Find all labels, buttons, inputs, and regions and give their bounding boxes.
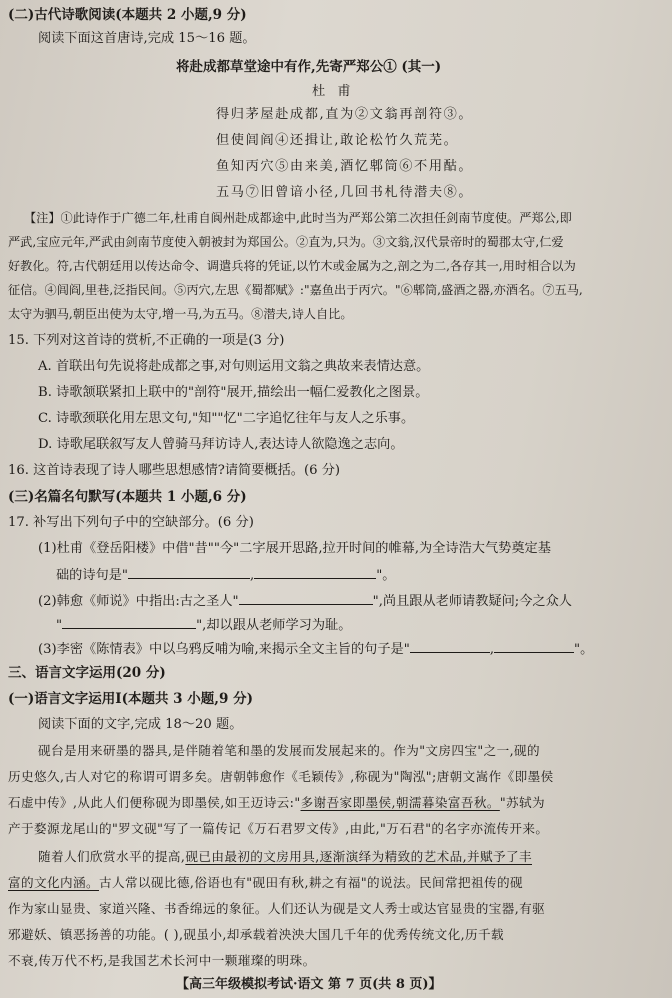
question-17-item-1: (1)杜甫《登岳阳楼》中借"昔""今"二字展开思路,拉开时间的帷幕,为全诗浩大气势奠定基	[38, 541, 551, 556]
poem-note-line: 征信。④闾阎,里巷,泛指民间。⑤丙穴,左思《蜀都赋》:"嘉鱼出于丙穴。"⑥郫筒,盛酒之器,亦酒名。⑦五马,	[8, 283, 583, 297]
section-dictation-header: (三)名篇名句默写(本题共 1 小题,6 分)	[8, 489, 247, 505]
question-17-item-1-blank-line	[56, 564, 395, 585]
passage-text: 石虚中传》,从此人们便称砚为即墨侯,如王迈诗云:"	[8, 795, 301, 810]
blank-suffix: ",尚且跟从老师请教疑问;今之众人	[372, 594, 572, 609]
passage-line: 不衰,传万代不朽,是我国艺术长河中一颗璀璨的明珠。	[8, 953, 316, 968]
blank-prefix: "	[56, 618, 63, 633]
answer-blank[interactable]	[494, 638, 574, 653]
poetry-instruction: 阅读下面这首唐诗,完成 15～16 题。	[38, 31, 256, 46]
poem-note-line: 【注】①此诗作于广德二年,杜甫自阆州赴成都途中,此时当为严郑公第二次担任剑南节度使。严郑公,即	[24, 211, 572, 225]
blank-prefix: (2)韩愈《师说》中指出:古之圣人"	[38, 594, 239, 609]
passage-line	[8, 874, 523, 892]
passage-line: 产于婺源龙尾山的"罗文砚"写了一篇传记《万石君罗文传》,由此,"万石君"的名字亦流传开来。	[8, 821, 549, 836]
blank-separator: ,	[489, 642, 495, 657]
poem-note-line: 太守为驷马,朝臣出使为太守,增一马,为五马。⑧潜夫,诗人自比。	[8, 307, 353, 321]
passage-text: 古人常以砚比德,俗语也有"砚田有秋,耕之有福"的说法。民间常把祖传的砚	[98, 875, 523, 890]
poem-title: 将赴成都草堂途中有作,先寄严郑公① (其一)	[176, 59, 442, 75]
passage-text: "苏轼为	[499, 795, 546, 810]
passage-line	[8, 794, 545, 812]
answer-blank[interactable]	[239, 590, 373, 605]
blank-prefix: (3)李密《陈情表》中以乌鸦反哺为喻,来揭示全文主旨的句子是"	[38, 642, 410, 657]
question-15-option-d: D. 诗歌尾联叙写友人曾骑马拜访诗人,表达诗人欲隐逸之志向。	[38, 437, 404, 452]
passage-line: 历史悠久,古人对它的称谓可谓多矣。唐朝韩愈作《毛颖传》,称砚为"陶泓";唐朝文嵩作《即墨侯	[8, 769, 554, 784]
answer-blank[interactable]	[128, 564, 250, 579]
question-15-option-b: B. 诗歌颔联紧扣上联中的"剖符"展开,描绘出一幅仁爱教化之图景。	[38, 385, 429, 400]
part-three-header: 三、语言文字运用(20 分)	[8, 665, 166, 681]
underlined-quote: 多谢吾家即墨侯,朝濡暮染富吾秋。	[300, 795, 500, 810]
blank-suffix: "。	[376, 568, 396, 583]
poem-line: 但使闾阎④还揖让,敢论松竹久荒芜。	[216, 133, 459, 148]
question-15-option-a: A. 首联出句先说将赴成都之事,对句则运用文翁之典故来表情达意。	[38, 359, 430, 374]
page-footer: 【高三年级模拟考试·语文 第 7 页(共 8 页)】	[176, 977, 442, 992]
question-17-item-2	[38, 590, 572, 611]
blank-suffix: "。	[574, 642, 594, 657]
question-17-item-2-cont	[56, 614, 351, 635]
blank-suffix: ",却以跟从老师学习为耻。	[196, 618, 352, 633]
answer-blank[interactable]	[410, 638, 490, 653]
answer-blank[interactable]	[62, 614, 196, 629]
question-16: 16. 这首诗表现了诗人哪些思想感情?请简要概括。(6 分)	[8, 463, 341, 478]
poem-line: 得归茅屋赴成都,直为②文翁再剖符③。	[216, 107, 474, 122]
question-17-stem: 17. 补写出下列句子中的空缺部分。(6 分)	[8, 515, 254, 530]
language-instruction: 阅读下面的文字,完成 18～20 题。	[38, 717, 243, 732]
section-poetry-header: (二)古代诗歌阅读(本题共 2 小题,9 分)	[8, 7, 247, 23]
poem-note-line: 严武,宝应元年,严武由剑南节度使入朝被封为郑国公。②直为,只为。③文翁,汉代景帝时的蜀郡太守,仁爱	[8, 235, 564, 249]
answer-blank[interactable]	[254, 564, 376, 579]
question-15-option-c: C. 诗歌颈联化用左思文句,"知""忆"二字追忆往年与友人之乐事。	[38, 411, 415, 426]
poem-line: 鱼知丙穴⑤由来美,酒忆郫筒⑥不用酤。	[216, 159, 474, 174]
blank-separator: ,	[250, 568, 255, 583]
passage-text: 随着人们欣赏水平的提高,	[38, 849, 186, 864]
underlined-sentence: 富的文化内涵。	[8, 875, 99, 890]
passage-line: 砚台是用来研墨的器具,是伴随着笔和墨的发展而发展起来的。作为"文房四宝"之一,砚的	[38, 743, 540, 758]
underlined-sentence: 砚已由最初的文房用具,逐渐演绎为精致的艺术品,并赋予了丰	[185, 849, 532, 864]
passage-line	[38, 848, 532, 866]
poem-author: 杜 甫	[312, 84, 355, 99]
question-15-stem: 15. 下列对这首诗的赏析,不正确的一项是(3 分)	[8, 333, 285, 348]
section-language-header: (一)语言文字运用Ⅰ(本题共 3 小题,9 分)	[8, 691, 253, 707]
passage-line: 邪避妖、镇恶扬善的功能。( ),砚虽小,却承载着泱泱大国几千年的优秀传统文化,历千载	[8, 927, 505, 942]
blank-prefix: 础的诗句是"	[56, 568, 129, 583]
passage-line: 作为家山显贵、家道兴隆、书香绵远的象征。人们还认为砚是文人秀士或达官显贵的宝器,有驱	[8, 901, 546, 916]
poem-note-line: 好教化。符,古代朝廷用以传达命令、调遣兵将的凭证,以竹木或金属为之,剖之为二,各存其一,用时相合以为	[8, 259, 576, 273]
poem-line: 五马⑦旧曾谙小径,几回书札待潜夫⑧。	[216, 185, 474, 200]
question-17-item-3	[38, 638, 593, 659]
